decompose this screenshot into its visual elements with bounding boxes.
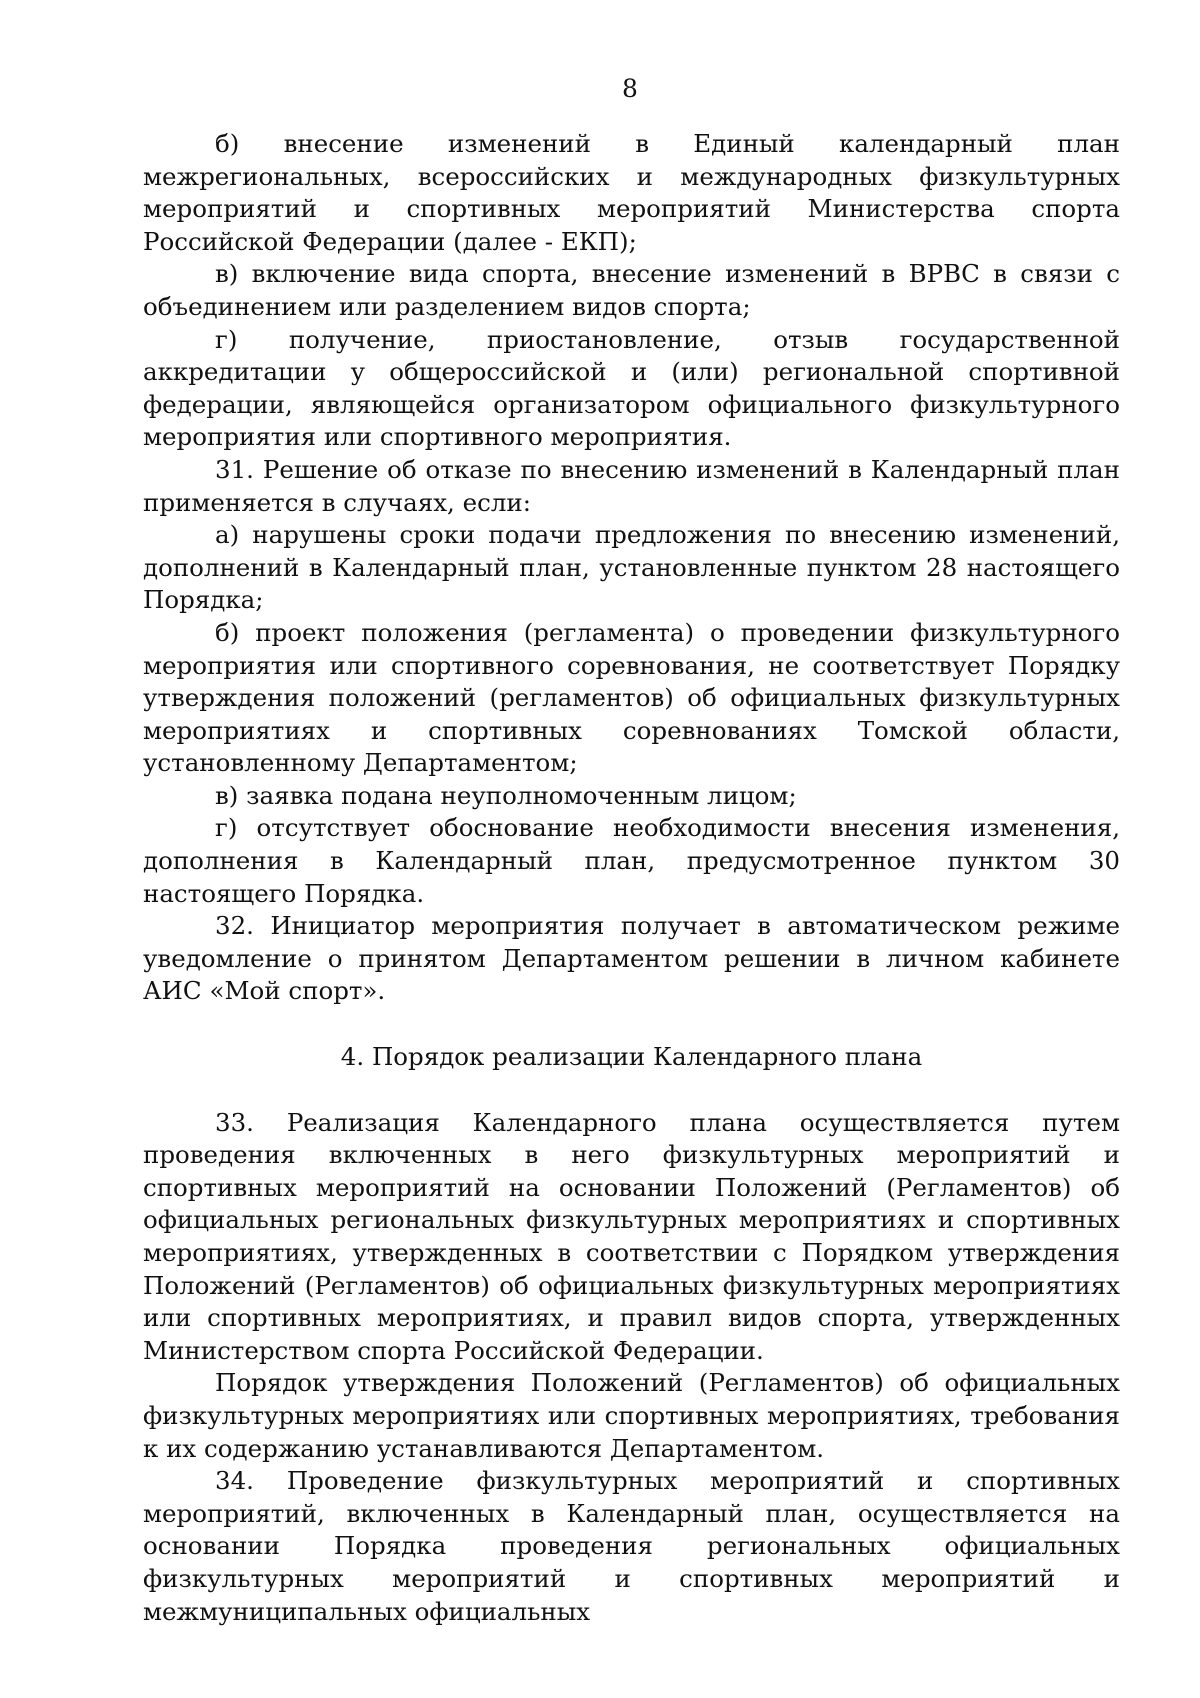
paragraph-clause-31: 31. Решение об отказе по внесению изменений в Календарный план применяется в случаях, если: <box>143 454 1120 517</box>
document-body <box>143 128 1120 1628</box>
paragraph-item-v-unauthorized: в) заявка подана неуполномоченным лицом; <box>215 780 797 810</box>
paragraph-item-g-accreditation: г) получение, приостановление, отзыв государственной аккредитации у общероссийской и (или) региональной спортивной федерации, являющейся организатором официального физкультурного мероприятия или спортивного мероприятия. <box>143 324 1120 452</box>
paragraph-item-v-vrvs: в) включение вида спорта, внесение изменений в ВРВС в связи с объединением или разделением видов спорта; <box>143 259 1120 321</box>
paragraph-item-b-ekp: б) внесение изменений в Единый календарный план межрегиональных, всероссийских и международных физкультурных мероприятий и спортивных мероприятий Министерства спорта Российской Федерации (далее - ЕКП); <box>143 129 1120 256</box>
paragraph-clause-34: 34. Проведение физкультурных мероприятий и спортивных мероприятий, включенных в Календарный план, осуществляется на основании Порядка проведения региональных официальных физкультурных мероприятий и спортивных мероприятий и межмуниципальных официальных <box>143 1466 1120 1626</box>
paragraph-item-g-justification: г) отсутствует обоснование необходимости внесения изменения, дополнения в Календарный план, предусмотренное пунктом 30 настоящего Порядка. <box>143 813 1120 908</box>
paragraph-clause-32: 32. Инициатор мероприятия получает в автоматическом режиме уведомление о принятом Департаментом решении в личном кабинете АИС «Мой спорт». <box>143 911 1120 1006</box>
paragraph-clause-33: 33. Реализация Календарного плана осуществляется путем проведения включенных в него физкультурных мероприятий и спортивных мероприятий на основании Положений (Регламентов) об официальных региональных физкультурных мероприятиях и спортивных мероприятиях, утвержденных в соответствии с Порядком утверждения Положений (Регламентов) об официальных физкультурных мероприятиях или спортивных мероприятиях, и правил видов спорта, утвержденных Министерством спорта Российской Федерации. <box>143 1107 1120 1365</box>
section-heading: 4. Порядок реализации Календарного плана <box>340 1042 923 1072</box>
page-number: 8 <box>622 74 638 103</box>
paragraph-item-b-regulation: б) проект положения (регламента) о проведении физкультурного мероприятия или спортивного соревнования, не соответствует Порядку утверждения положений (регламентов) об официальных физкультурных мероприятиях и спортивных соревнованиях Томской области, установленному Департаментом; <box>143 617 1120 778</box>
paragraph-approval-order: Порядок утверждения Положений (Регламентов) об официальных физкультурных мероприятиях или спортивных мероприятиях, требования к их содержанию устанавливаются Департаментом. <box>143 1368 1120 1463</box>
paragraph-item-a-deadlines: а) нарушены сроки подачи предложения по внесению изменений, дополнений в Календарный план, установленные пунктом 28 настоящего Порядка; <box>143 520 1120 615</box>
